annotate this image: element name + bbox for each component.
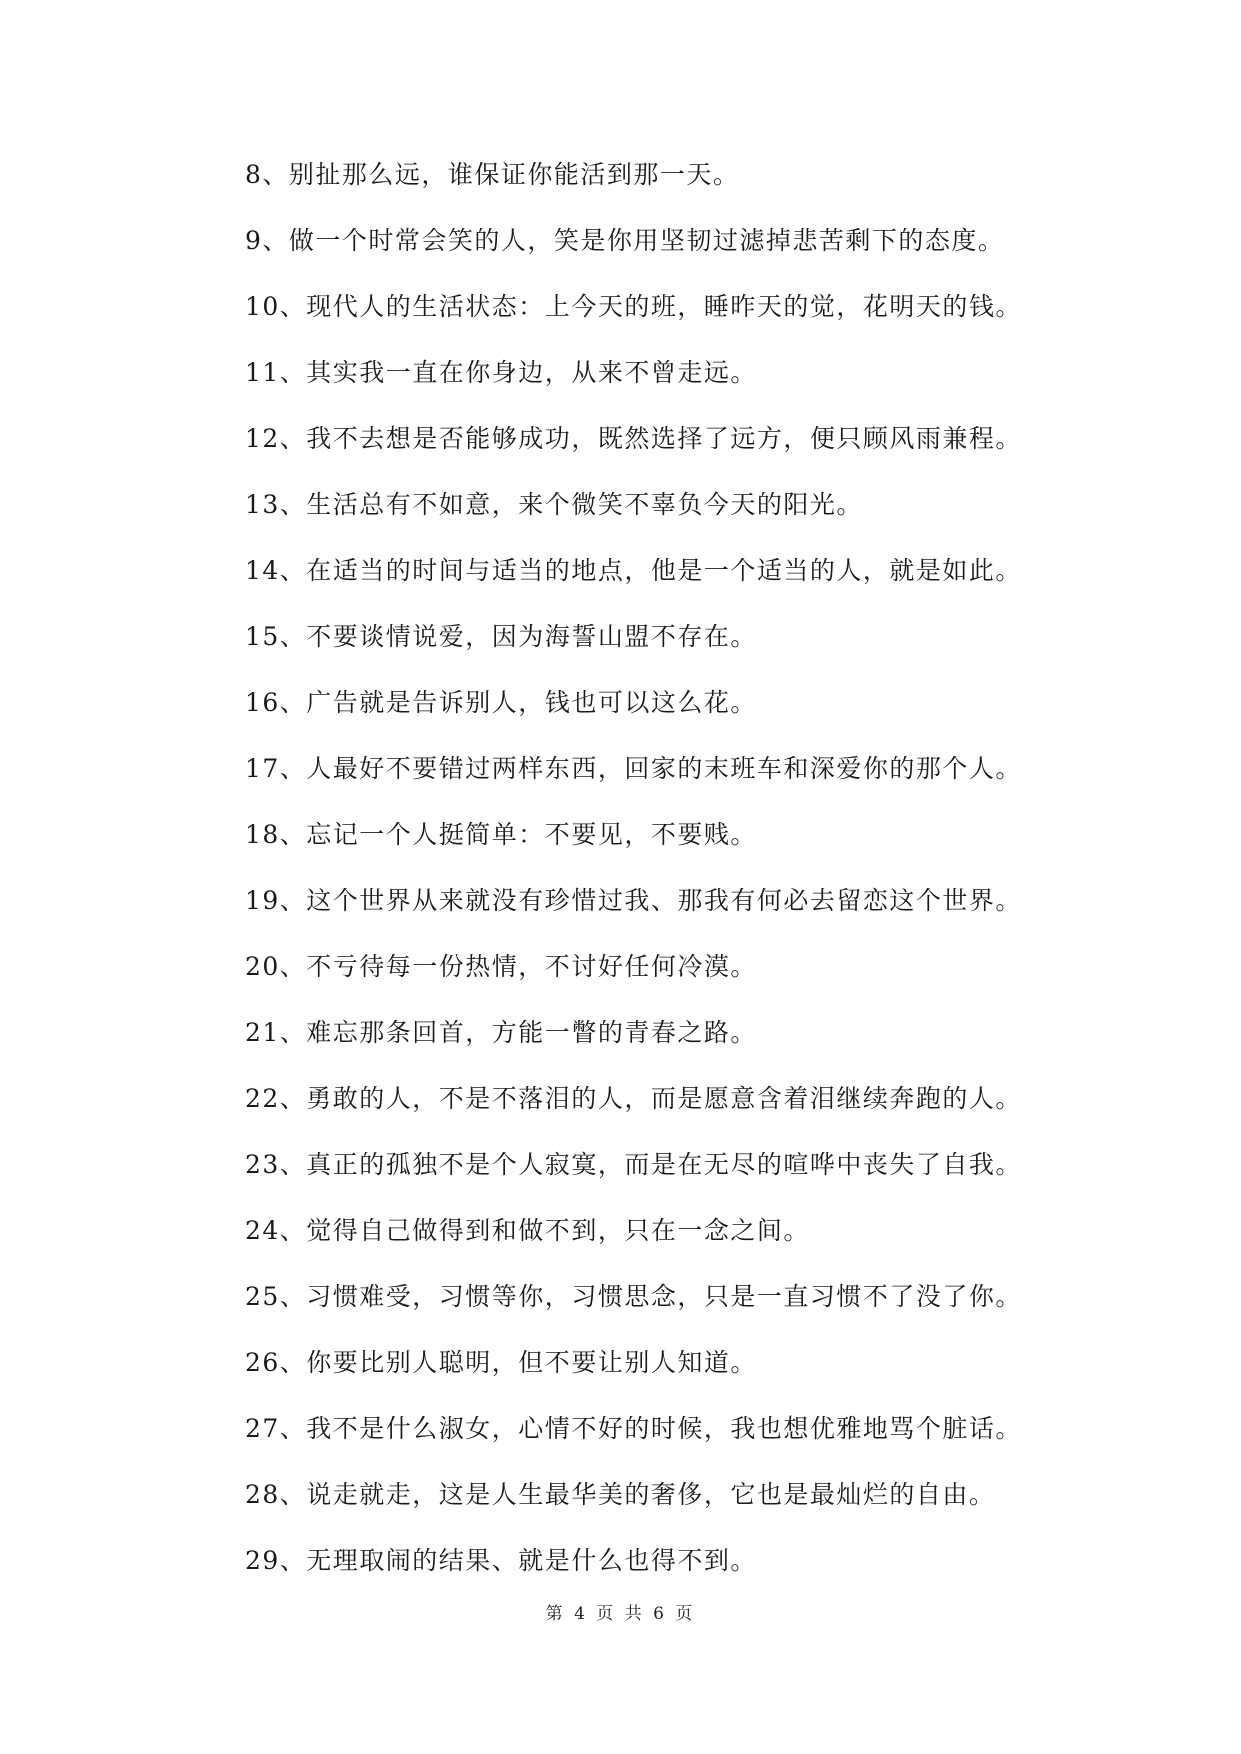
quote-line: 24、觉得自己做得到和做不到，只在一念之间。	[245, 1216, 810, 1245]
quote-line: 26、你要比别人聪明，但不要让别人知道。	[245, 1348, 757, 1377]
quote-line: 13、生活总有不如意，来个微笑不辜负今天的阳光。	[245, 490, 863, 519]
page-footer: 第 4 页 共 6 页	[545, 1604, 696, 1624]
quote-line: 16、广告就是告诉别人，钱也可以这么花。	[245, 688, 757, 717]
quote-line: 25、习惯难受，习惯等你，习惯思念，只是一直习惯不了没了你。	[245, 1282, 1022, 1311]
quote-line: 17、人最好不要错过两样东西，回家的末班车和深爱你的那个人。	[245, 754, 1022, 783]
quote-line: 12、我不去想是否能够成功，既然选择了远方，便只顾风雨兼程。	[245, 424, 1022, 453]
quote-line: 21、难忘那条回首，方能一瞥的青春之路。	[245, 1018, 757, 1047]
quote-line: 18、忘记一个人挺简单：不要见，不要贱。	[245, 820, 757, 849]
quote-line: 19、这个世界从来就没有珍惜过我、那我有何必去留恋这个世界。	[245, 886, 1022, 915]
quote-line: 9、做一个时常会笑的人，笑是你用坚韧过滤掉悲苦剩下的态度。	[245, 226, 1005, 255]
quote-line: 28、说走就走，这是人生最华美的奢侈，它也是最灿烂的自由。	[245, 1480, 996, 1509]
quote-line: 29、无理取闹的结果、就是什么也得不到。	[245, 1546, 757, 1575]
quote-line: 27、我不是什么淑女，心情不好的时候，我也想优雅地骂个脏话。	[245, 1414, 1022, 1443]
quote-line: 20、不亏待每一份热情，不讨好任何冷漠。	[245, 952, 757, 981]
quote-line: 15、不要谈情说爱，因为海誓山盟不存在。	[245, 622, 757, 651]
quote-line: 23、真正的孤独不是个人寂寞，而是在无尽的喧哗中丧失了自我。	[245, 1150, 1022, 1179]
quote-line: 10、现代人的生活状态：上今天的班，睡昨天的觉，花明天的钱。	[245, 292, 1022, 321]
quote-line: 22、勇敢的人，不是不落泪的人，而是愿意含着泪继续奔跑的人。	[245, 1084, 1022, 1113]
quote-line: 14、在适当的时间与适当的地点，他是一个适当的人，就是如此。	[245, 556, 1022, 585]
quote-line: 11、其实我一直在你身边，从来不曾走远。	[245, 358, 757, 387]
quote-list	[245, 158, 1105, 1610]
quote-line: 8、别扯那么远，谁保证你能活到那一天。	[245, 160, 740, 189]
